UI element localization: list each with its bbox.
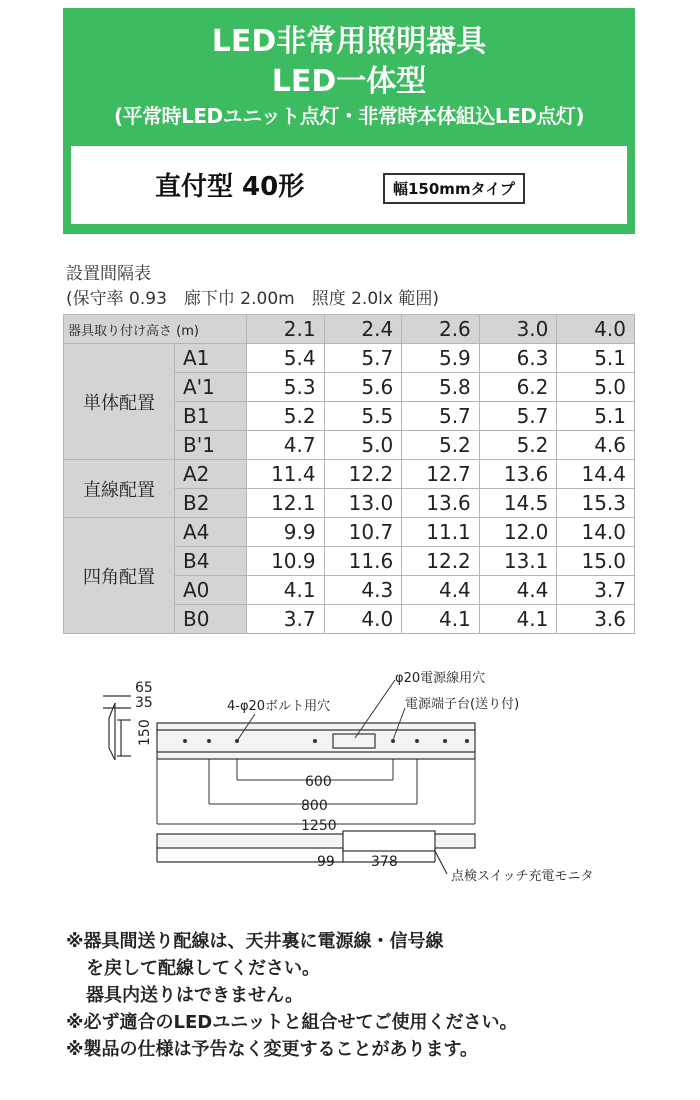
table-row (64, 460, 635, 489)
layout-code: B0 (175, 605, 247, 634)
dim-99: 99 (317, 854, 335, 870)
spacing-value: 5.7 (479, 402, 557, 431)
spacing-value: 11.1 (402, 518, 480, 547)
spacing-value: 5.3 (247, 373, 325, 402)
spacing-value: 4.1 (247, 576, 325, 605)
spacing-value: 12.7 (402, 460, 480, 489)
spacing-value: 9.9 (247, 518, 325, 547)
layout-group-label: 直線配置 (64, 460, 175, 518)
table-row (64, 344, 635, 373)
spacing-value: 5.0 (557, 373, 635, 402)
layout-code: A1 (175, 344, 247, 373)
terminal-label: 電源端子台(送り付) (405, 697, 520, 712)
dimension-lines (157, 759, 475, 824)
spacing-value: 4.0 (324, 605, 402, 634)
spacing-value: 14.4 (557, 460, 635, 489)
dim-65: 65 (135, 680, 153, 696)
spacing-value: 15.0 (557, 547, 635, 576)
layout-code: A'1 (175, 373, 247, 402)
type-panel (71, 146, 627, 224)
mount-type-label: 直付型 40形 (155, 172, 305, 202)
table-row (64, 518, 635, 547)
height-column-header: 2.4 (324, 315, 402, 344)
height-column-header: 4.0 (557, 315, 635, 344)
spacing-value: 11.4 (247, 460, 325, 489)
spacing-value: 5.2 (479, 431, 557, 460)
spacing-value: 4.1 (402, 605, 480, 634)
layout-code: A2 (175, 460, 247, 489)
width-badge: 幅150mmタイプ (383, 173, 525, 204)
spacing-value: 3.6 (557, 605, 635, 634)
layout-code: B4 (175, 547, 247, 576)
lighting-mode-note: (平常時LEDユニット点灯・非常時本体組込LED点灯) (114, 104, 584, 128)
spacing-value: 4.4 (479, 576, 557, 605)
bolt-hole-label: 4-φ20ボルト用穴 (227, 699, 331, 714)
dim-600: 600 (305, 774, 332, 790)
spacing-value: 5.9 (402, 344, 480, 373)
note-line: を戻して配線してください。 (86, 958, 320, 979)
table-caption: 設置間隔表 (66, 264, 151, 284)
fixture-bottom-view (157, 831, 475, 874)
spacing-value: 11.6 (324, 547, 402, 576)
side-profile (103, 696, 131, 760)
layout-group-label: 単体配置 (64, 344, 175, 460)
spacing-value: 5.8 (402, 373, 480, 402)
dim-378: 378 (371, 854, 398, 870)
spacing-value: 5.7 (402, 402, 480, 431)
note-line: ※器具間送り配線は、天井裏に電源線・信号線 (66, 931, 444, 952)
spacing-value: 14.0 (557, 518, 635, 547)
spacing-value: 10.7 (324, 518, 402, 547)
note-line: ※製品の仕様は予告なく変更することがあります。 (66, 1039, 479, 1060)
spacing-value: 6.2 (479, 373, 557, 402)
spacing-value: 5.5 (324, 402, 402, 431)
table-header-row (64, 315, 635, 344)
dim-1250: 1250 (301, 818, 337, 834)
spacing-value: 12.2 (402, 547, 480, 576)
table-conditions: (保守率 0.93 廊下巾 2.00m 照度 2.0lx 範囲) (66, 289, 439, 309)
spacing-value: 3.7 (557, 576, 635, 605)
spacing-value: 5.7 (324, 344, 402, 373)
dim-35: 35 (135, 695, 153, 711)
cable-hole-label: φ20電源線用穴 (395, 671, 486, 686)
check-switch-label: 点検スイッチ充電モニタ (451, 869, 594, 884)
height-column-header: 2.6 (402, 315, 480, 344)
layout-code: A4 (175, 518, 247, 547)
layout-code: A0 (175, 576, 247, 605)
spacing-value: 5.6 (324, 373, 402, 402)
spacing-value: 12.0 (479, 518, 557, 547)
note-line: ※必ず適合のLEDユニットと組合せてご使用ください。 (66, 1012, 518, 1033)
product-title: LED非常用照明器具 (211, 24, 487, 59)
spacing-value: 12.1 (247, 489, 325, 518)
layout-code: B1 (175, 402, 247, 431)
layout-code: B'1 (175, 431, 247, 460)
spacing-value: 5.1 (557, 402, 635, 431)
height-column-header: 3.0 (479, 315, 557, 344)
spacing-value: 5.4 (247, 344, 325, 373)
spacing-value: 4.4 (402, 576, 480, 605)
note-line: 器具内送りはできません。 (86, 985, 304, 1006)
product-subtitle: LED一体型 (271, 64, 427, 99)
spacing-value: 4.6 (557, 431, 635, 460)
notes (66, 928, 517, 1063)
spacing-value: 5.1 (557, 344, 635, 373)
spacing-value: 13.6 (479, 460, 557, 489)
spacing-value: 12.2 (324, 460, 402, 489)
spacing-value: 15.3 (557, 489, 635, 518)
spacing-value: 10.9 (247, 547, 325, 576)
height-column-header: 2.1 (247, 315, 325, 344)
spacing-value: 4.1 (479, 605, 557, 634)
layout-group-label: 四角配置 (64, 518, 175, 634)
spacing-value: 13.0 (324, 489, 402, 518)
spacing-value: 6.3 (479, 344, 557, 373)
spacing-value: 4.3 (324, 576, 402, 605)
spacing-value: 13.6 (402, 489, 480, 518)
spacing-value: 14.5 (479, 489, 557, 518)
spacing-value: 3.7 (247, 605, 325, 634)
spacing-value: 5.2 (402, 431, 480, 460)
spacing-table (63, 314, 635, 634)
dim-150: 150 (137, 719, 153, 746)
spacing-value: 4.7 (247, 431, 325, 460)
dimension-drawing (95, 668, 655, 893)
dim-800: 800 (301, 798, 328, 814)
height-header-label: 器具取り付け高さ (m) (64, 315, 247, 344)
spacing-value: 5.2 (247, 402, 325, 431)
layout-code: B2 (175, 489, 247, 518)
spacing-value: 5.0 (324, 431, 402, 460)
product-header (63, 8, 635, 234)
spacing-value: 13.1 (479, 547, 557, 576)
